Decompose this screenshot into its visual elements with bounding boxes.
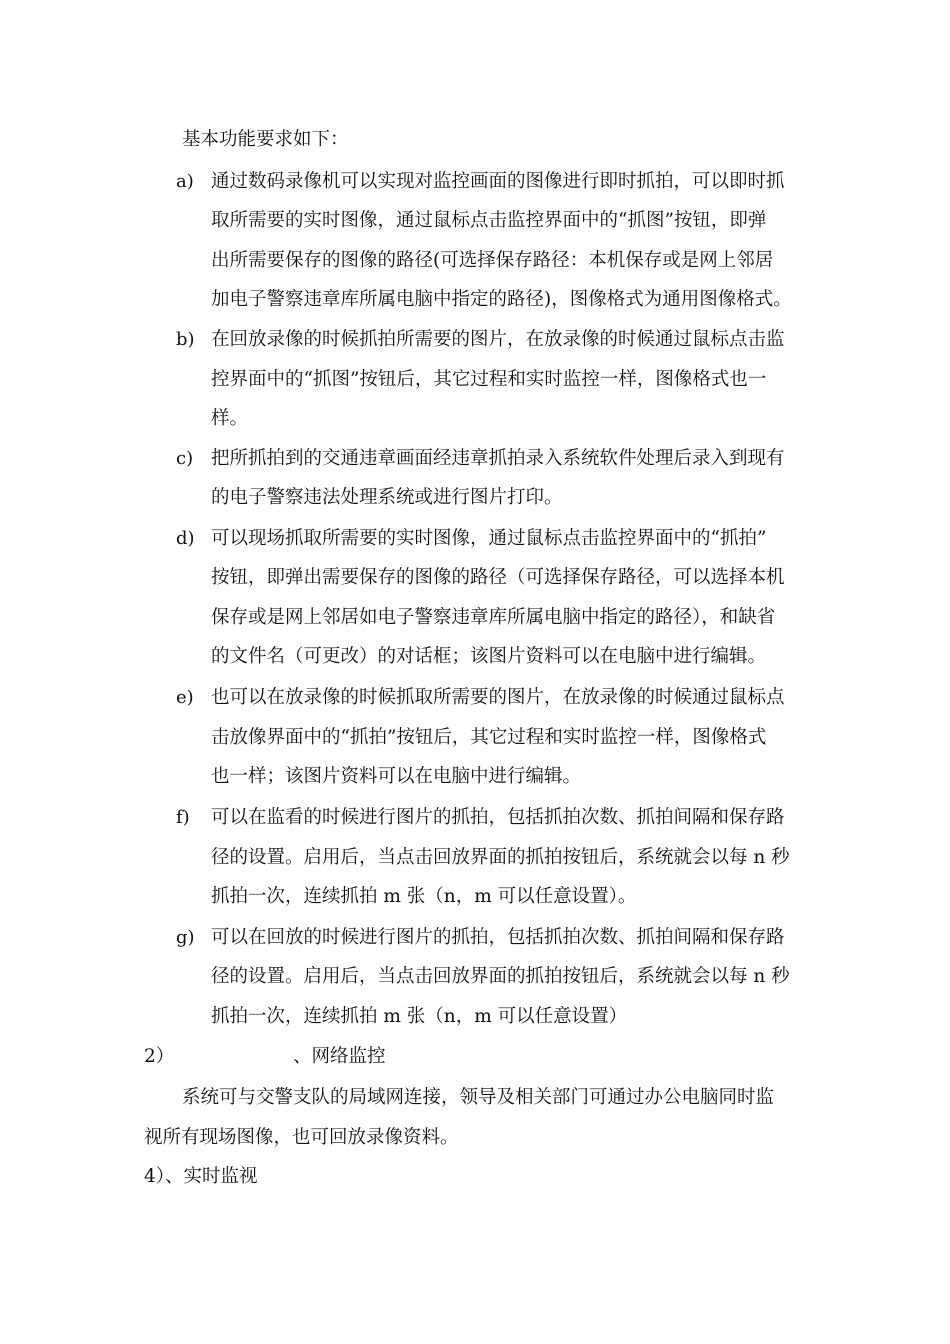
item-c-label: c) bbox=[176, 448, 194, 469]
item-a-line-3: 出所需要保存的图像的路径(可选择保存路径：本机保存或是网上邻居 bbox=[211, 250, 774, 271]
item-f-line-1: 可以在监看的时候进行图片的抓拍，包括抓拍次数、抓拍间隔和保存路 bbox=[211, 807, 785, 828]
item-g-line-3: 抓拍一次，连续抓拍 m 张（n，m 可以任意设置） bbox=[211, 1006, 628, 1027]
item-a-line-4: 加电子警察违章库所属电脑中指定的路径)，图像格式为通用图像格式。 bbox=[211, 289, 792, 310]
item-c-line-2: 的电子警察违法处理系统或进行图片打印。 bbox=[211, 487, 563, 508]
section-2-title: 、网络监控 bbox=[293, 1046, 386, 1067]
item-d-label: d) bbox=[176, 528, 195, 549]
item-b-line-2: 控界面中的“抓图”按钮后，其它过程和实时监控一样，图像格式也一 bbox=[211, 369, 767, 390]
item-f-label: f) bbox=[176, 807, 190, 828]
item-d-line-4: 的文件名（可更改）的对话框；该图片资料可以在电脑中进行编辑。 bbox=[211, 646, 767, 667]
item-d-line-1: 可以现场抓取所需要的实时图像，通过鼠标点击监控界面中的“抓拍” bbox=[211, 528, 767, 549]
item-g-label: g) bbox=[176, 927, 195, 948]
item-f-line-3: 抓拍一次，连续抓拍 m 张（n，m 可以任意设置）。 bbox=[211, 886, 637, 907]
intro-text: 基本功能要求如下： bbox=[182, 129, 349, 150]
item-b-label: b) bbox=[176, 329, 195, 350]
item-d-line-2: 按钮，即弹出需要保存的图像的路径（可选择保存路径，可以选择本机 bbox=[211, 567, 785, 588]
item-e-line-1: 也可以在放录像的时候抓取所需要的图片，在放录像的时候通过鼠标点 bbox=[211, 687, 785, 708]
item-d-line-3: 保存或是网上邻居如电子警察违章库所属电脑中指定的路径），和缺省 bbox=[211, 607, 776, 628]
item-e-line-3: 也一样；该图片资料可以在电脑中进行编辑。 bbox=[211, 766, 582, 787]
section-2-number: 2） bbox=[144, 1046, 175, 1067]
item-a-line-2: 取所需要的实时图像，通过鼠标点击监控界面中的“抓图”按钮，即弹 bbox=[211, 210, 767, 231]
item-b-line-3: 样。 bbox=[211, 408, 249, 429]
item-a-label: a) bbox=[176, 171, 194, 192]
item-c-line-1: 把所抓拍到的交通违章画面经违章抓拍录入系统软件处理后录入到现有 bbox=[211, 448, 785, 469]
item-g-line-2: 径的设置。启用后，当点击回放界面的抓拍按钮后，系统就会以每 n 秒 bbox=[211, 966, 790, 987]
item-e-line-2: 击放像界面中的“抓拍”按钮后，其它过程和实时监控一样，图像格式 bbox=[211, 727, 767, 748]
item-e-label: e) bbox=[176, 687, 194, 708]
section-2-paragraph-line-2: 视所有现场图像，也可回放录像资料。 bbox=[144, 1127, 459, 1148]
section-2-paragraph-line-1: 系统可与交警支队的局域网连接，领导及相关部门可通过办公电脑同时监 bbox=[182, 1087, 775, 1108]
section-4-heading: 4）、实时监视 bbox=[144, 1166, 258, 1187]
item-b-line-1: 在回放录像的时候抓拍所需要的图片，在放录像的时候通过鼠标点击监 bbox=[211, 329, 785, 350]
item-g-line-1: 可以在回放的时候进行图片的抓拍，包括抓拍次数、抓拍间隔和保存路 bbox=[211, 927, 785, 948]
item-f-line-2: 径的设置。启用后，当点击回放界面的抓拍按钮后，系统就会以每 n 秒 bbox=[211, 847, 790, 868]
item-a-line-1: 通过数码录像机可以实现对监控画面的图像进行即时抓拍，可以即时抓 bbox=[211, 171, 785, 192]
